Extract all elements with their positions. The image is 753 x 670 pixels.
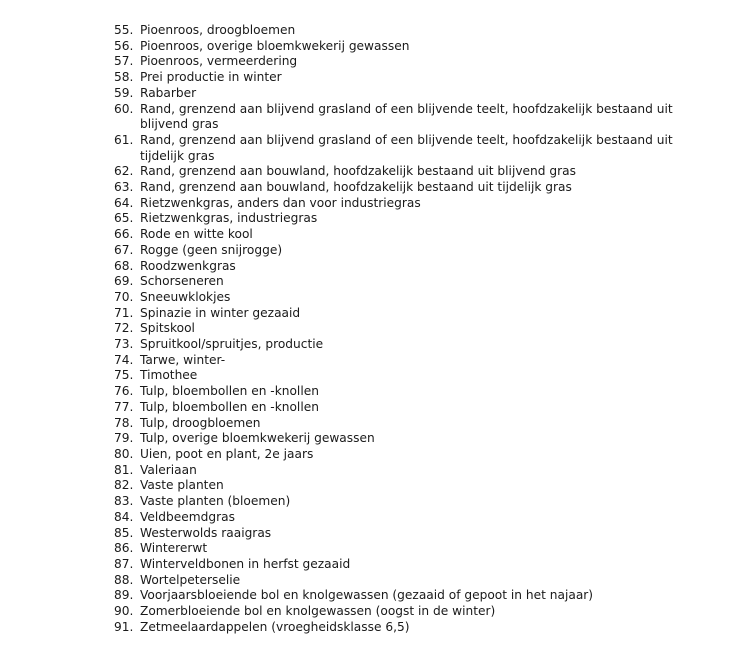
list-item-text-line: Rode en witte kool [140,227,253,242]
list-item [114,431,700,447]
list-item-number: 70. [114,289,134,304]
list-item-number: 86. [114,541,134,556]
list-item-text [140,431,700,447]
list-item [114,573,700,589]
list-item-number: 79. [114,431,134,446]
list-item [114,557,700,573]
list-item-number: 87. [114,556,134,571]
list-item-text [140,39,700,55]
list-item-text [140,274,700,290]
list-item-text [140,23,700,39]
list-item [114,463,700,479]
list-item-number: 71. [114,305,134,320]
list-item-text [140,86,700,102]
list-item-number: 72. [114,321,134,336]
list-item [114,39,700,55]
list-item [114,290,700,306]
list-item-text-line: Rand, grenzend aan blijvend grasland of een blijvende teelt, hoofdzakelijk bestaand uit [140,101,673,116]
list-item [114,478,700,494]
list-item-text [140,306,700,322]
list-item-number: 75. [114,368,134,383]
list-item [114,23,700,39]
list-item-number: 66. [114,227,134,242]
list-item [114,227,700,243]
list-item-text-line: Valeriaan [140,462,197,477]
list-item-text [140,337,700,353]
list-item-text-line: Uien, poot en plant, 2e jaars [140,446,314,461]
list-item-text [140,243,700,259]
list-item-text [140,259,700,275]
list-item-number: 68. [114,258,134,273]
list-item-text [140,478,700,494]
list-item-number: 82. [114,478,134,493]
list-item-text-line: tijdelijk gras [140,148,215,163]
list-item [114,447,700,463]
list-item-text [140,416,700,432]
list-item-text-line: Wortelpeterselie [140,572,241,587]
list-item-number: 64. [114,195,134,210]
list-item [114,510,700,526]
list-item-text-line: Tulp, droogbloemen [140,415,261,430]
list-item-text-line: Rietzwenkgras, anders dan voor industriegras [140,195,421,210]
list-item-text [140,164,700,180]
list-item [114,274,700,290]
list-item-number: 78. [114,415,134,430]
list-item-number: 62. [114,164,134,179]
list-item-number: 91. [114,619,134,634]
list-item [114,526,700,542]
list-item-text-line: Prei productie in winter [140,70,282,85]
list-item-text [140,526,700,542]
list-item [114,196,700,212]
list-item-number: 81. [114,462,134,477]
list-item-text-line: Tulp, overige bloemkwekerij gewassen [140,431,375,446]
list-item-text-line: blijvend gras [140,117,219,132]
list-item-number: 85. [114,525,134,540]
list-item [114,102,700,133]
list-item-text [140,588,700,604]
list-item [114,321,700,337]
list-item [114,353,700,369]
list-item [114,368,700,384]
list-item-text [140,494,700,510]
list-item-text [140,353,700,369]
list-item-text-line: Spitskool [140,321,195,336]
list-item-text-line: Pioenroos, droogbloemen [140,23,296,37]
list-item-text-line: Tulp, bloembollen en -knollen [140,399,319,414]
list-item [114,620,700,636]
list-item-text-line: Zetmeelaardappelen (vroegheidsklasse 6,5) [140,619,410,634]
list-item-text-line: Rietzwenkgras, industriegras [140,211,318,226]
list-item-text [140,620,700,636]
list-item-text-line: Rand, grenzend aan bouwland, hoofdzakelijk bestaand uit blijvend gras [140,164,576,179]
list-item [114,604,700,620]
list-item-text [140,384,700,400]
list-item [114,70,700,86]
list-item-text [140,447,700,463]
list-item [114,541,700,557]
list-item [114,259,700,275]
list-item-text-line: Rand, grenzend aan blijvend grasland of een blijvende teelt, hoofdzakelijk bestaand uit [140,132,673,147]
list-item-number: 74. [114,352,134,367]
list-item-text [140,180,700,196]
list-item [114,243,700,259]
list-item-text-line: Rand, grenzend aan bouwland, hoofdzakelijk bestaand uit tijdelijk gras [140,180,572,195]
list-item-number: 63. [114,180,134,195]
list-item-text [140,70,700,86]
list-item-text-line: Tarwe, winter- [140,352,226,367]
list-item-text-line: Pioenroos, overige bloemkwekerij gewassen [140,38,410,53]
list-item-text [140,290,700,306]
list-item-text [140,133,700,164]
list-item-number: 55. [114,23,134,37]
list-item-text-line: Rabarber [140,85,197,100]
list-item-text [140,541,700,557]
list-item-text-line: Westerwolds raaigras [140,525,272,540]
list-item [114,211,700,227]
list-item-text-line: Rogge (geen snijrogge) [140,242,283,257]
list-item-number: 56. [114,38,134,53]
list-item [114,54,700,70]
list-item-text-line: Schorseneren [140,274,224,289]
list-item-text-line: Winterveldbonen in herfst gezaaid [140,556,351,571]
list-item-text [140,368,700,384]
list-item [114,86,700,102]
list-item-text-line: Spinazie in winter gezaaid [140,305,301,320]
list-item-number: 89. [114,588,134,603]
list-item-text-line: Zomerbloeiende bol en knolgewassen (oogst in de winter) [140,604,496,619]
list-item-text-line: Pioenroos, vermeerdering [140,54,298,69]
list-item-number: 76. [114,384,134,399]
list-item-text [140,54,700,70]
list-item-number: 59. [114,85,134,100]
list-item-text [140,573,700,589]
list-item-number: 77. [114,399,134,414]
list-item [114,384,700,400]
list-item-text [140,400,700,416]
list-item-text [140,557,700,573]
list-item [114,337,700,353]
list-item [114,416,700,432]
list-item [114,494,700,510]
list-item-text-line: Tulp, bloembollen en -knollen [140,384,319,399]
list-item-text-line: Wintererwt [140,541,208,556]
numbered-crop-list [114,23,700,635]
list-item [114,400,700,416]
list-item [114,306,700,322]
list-item-text [140,196,700,212]
list-item-text-line: Sneeuwklokjes [140,289,231,304]
list-item-number: 88. [114,572,134,587]
list-item-text-line: Roodzwenkgras [140,258,236,273]
list-item-text [140,321,700,337]
list-item-text [140,463,700,479]
list-item-number: 65. [114,211,134,226]
list-item-text-line: Timothee [140,368,198,383]
list-item [114,180,700,196]
list-item-number: 57. [114,54,134,69]
list-item-number: 83. [114,494,134,509]
list-item-number: 60. [114,101,134,116]
list-item-text-line: Voorjaarsbloeiende bol en knolgewassen (gezaaid of gepoot in het najaar) [140,588,594,603]
list-item-text [140,227,700,243]
list-item-number: 69. [114,274,134,289]
list-item [114,164,700,180]
list-item-text [140,211,700,227]
list-item-number: 73. [114,337,134,352]
list-item-number: 80. [114,446,134,461]
list-item [114,588,700,604]
list-item-text-line: Veldbeemdgras [140,509,235,524]
list-item-text [140,102,700,133]
list-item-text [140,604,700,620]
list-item [114,133,700,164]
list-item-text-line: Vaste planten (bloemen) [140,494,291,509]
list-item-number: 58. [114,70,134,85]
list-item-text-line: Vaste planten [140,478,224,493]
list-item-number: 90. [114,604,134,619]
list-item-number: 67. [114,242,134,257]
list-item-text [140,510,700,526]
list-item-number: 84. [114,509,134,524]
list-item-text-line: Spruitkool/spruitjes, productie [140,337,324,352]
list-item-number: 61. [114,132,134,147]
